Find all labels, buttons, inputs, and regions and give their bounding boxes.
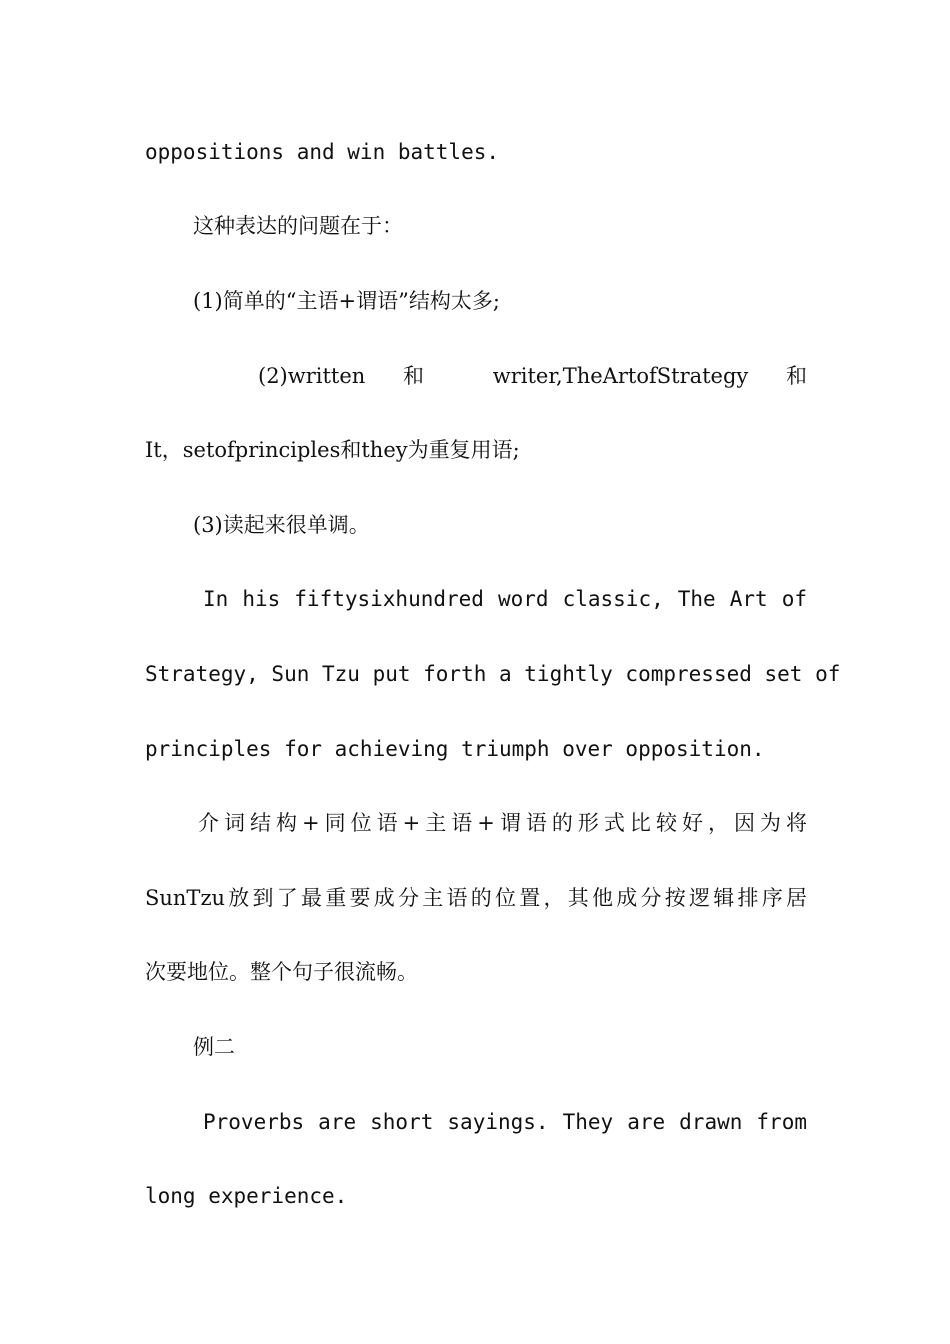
example-sentence-line-2: Strategy, Sun Tzu put forth a tightly compressed set of bbox=[145, 662, 841, 686]
example-two-line-2: long experience. bbox=[145, 1184, 348, 1208]
analysis-line-1: 介词结构+同位语+主语+谓语的形式比较好，因为将 bbox=[198, 811, 807, 835]
list-item-2: (2)written 和 writer,TheArtofStrategy 和 bbox=[258, 364, 807, 388]
paragraph-line-2: 这种表达的问题在于： bbox=[193, 214, 403, 238]
analysis-line-3: 次要地位。整个句子很流畅。 bbox=[145, 960, 418, 984]
list-item-3: (3)读起来很单调。 bbox=[193, 513, 370, 537]
example-two-line-1: Proverbs are short sayings. They are drawn from bbox=[203, 1110, 807, 1134]
list-item-2-continued: It，setofprinciples和they为重复用语; bbox=[145, 438, 520, 462]
section-heading-example-two: 例二 bbox=[193, 1035, 235, 1059]
list-item-1: (1)简单的“主语+谓语”结构太多; bbox=[193, 289, 500, 313]
analysis-line-2: SunTzu放到了最重要成分主语的位置，其他成分按逻辑排序居 bbox=[145, 886, 807, 910]
example-sentence-line-1: In his fiftysixhundred word classic, The Art of bbox=[203, 587, 807, 611]
example-sentence-line-3: principles for achieving triumph over opposition. bbox=[145, 737, 765, 761]
paragraph-line-1: oppositions and win battles. bbox=[145, 140, 500, 164]
